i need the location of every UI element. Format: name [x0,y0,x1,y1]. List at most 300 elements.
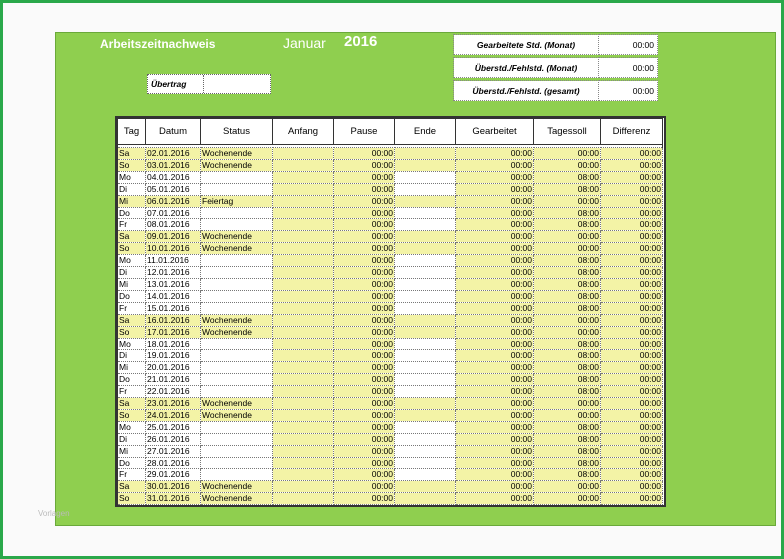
end-time-cell[interactable] [395,302,456,314]
end-time-cell[interactable] [395,374,456,386]
status-cell[interactable] [201,171,273,183]
target-cell: 00:00 [534,159,601,171]
day-cell: Sa [118,148,146,160]
day-cell: Di [118,267,146,279]
break-cell[interactable]: 00:00 [334,207,395,219]
end-time-cell[interactable] [395,171,456,183]
break-cell[interactable]: 00:00 [334,374,395,386]
status-cell[interactable] [201,302,273,314]
break-cell[interactable]: 00:00 [334,386,395,398]
day-cell: So [118,409,146,421]
end-time-cell[interactable] [395,469,456,481]
table-header-row [118,119,663,145]
table-row [118,278,663,290]
day-cell: Mi [118,278,146,290]
worked-cell: 00:00 [456,481,534,493]
col-header-status: Status [201,119,273,145]
worked-cell: 00:00 [456,338,534,350]
target-cell: 08:00 [534,362,601,374]
carry-over-box [147,74,271,94]
end-time-cell[interactable] [395,445,456,457]
worked-cell: 00:00 [456,278,534,290]
target-cell: 08:00 [534,171,601,183]
day-cell: Mo [118,255,146,267]
worked-cell: 00:00 [456,433,534,445]
start-time-cell[interactable] [273,195,334,207]
target-cell: 08:00 [534,183,601,195]
worked-cell: 00:00 [456,386,534,398]
target-cell: 08:00 [534,207,601,219]
table-row [118,314,663,326]
break-cell[interactable]: 00:00 [334,171,395,183]
table-row [118,445,663,457]
col-header-pause: Pause [334,119,395,145]
col-header-tagessoll: Tagessoll [534,119,601,145]
date-cell: 27.01.2016 [146,445,201,457]
target-cell: 00:00 [534,148,601,160]
difference-cell: 00:00 [601,469,663,481]
end-time-cell[interactable] [395,148,456,160]
status-cell[interactable] [201,457,273,469]
end-time-cell[interactable] [395,386,456,398]
table-row [118,469,663,481]
date-cell: 25.01.2016 [146,421,201,433]
difference-cell: 00:00 [601,398,663,410]
target-cell: 00:00 [534,314,601,326]
end-time-cell[interactable] [395,207,456,219]
status-cell[interactable] [201,433,273,445]
day-cell: Fr [118,302,146,314]
table-row [118,433,663,445]
difference-cell: 00:00 [601,409,663,421]
day-cell: Mi [118,445,146,457]
day-cell: Sa [118,314,146,326]
status-cell[interactable] [201,386,273,398]
difference-cell: 00:00 [601,278,663,290]
break-cell[interactable]: 00:00 [334,314,395,326]
worked-cell: 00:00 [456,374,534,386]
target-cell: 08:00 [534,278,601,290]
end-time-cell[interactable] [395,350,456,362]
end-time-cell[interactable] [395,183,456,195]
date-cell: 13.01.2016 [146,278,201,290]
table-row [118,231,663,243]
start-time-cell[interactable] [273,374,334,386]
target-cell: 08:00 [534,219,601,231]
summary-table [453,34,658,101]
timesheet-table-box [115,116,666,507]
difference-cell: 00:00 [601,195,663,207]
target-cell: 08:00 [534,445,601,457]
status-cell[interactable] [201,267,273,279]
day-cell: Di [118,350,146,362]
break-cell[interactable]: 00:00 [334,183,395,195]
end-time-cell[interactable] [395,433,456,445]
status-cell[interactable]: Wochenende [201,409,273,421]
difference-cell: 00:00 [601,386,663,398]
status-cell[interactable] [201,362,273,374]
end-time-cell[interactable] [395,159,456,171]
break-cell[interactable]: 00:00 [334,338,395,350]
break-cell[interactable]: 00:00 [334,362,395,374]
table-row [118,421,663,433]
difference-cell: 00:00 [601,231,663,243]
day-cell: Do [118,290,146,302]
status-cell[interactable]: Feiertag [201,195,273,207]
break-cell[interactable]: 00:00 [334,469,395,481]
difference-cell: 00:00 [601,290,663,302]
worked-cell: 00:00 [456,255,534,267]
summary-value-worked-month[interactable]: 00:00 [599,35,658,55]
break-cell[interactable]: 00:00 [334,421,395,433]
worked-cell: 00:00 [456,445,534,457]
difference-cell: 00:00 [601,314,663,326]
table-row [118,326,663,338]
difference-cell: 00:00 [601,255,663,267]
end-time-cell[interactable] [395,481,456,493]
worked-cell: 00:00 [456,159,534,171]
start-time-cell[interactable] [273,338,334,350]
day-cell: Do [118,374,146,386]
table-row [118,350,663,362]
end-time-cell[interactable] [395,255,456,267]
worked-cell: 00:00 [456,183,534,195]
start-time-cell[interactable] [273,362,334,374]
date-cell: 05.01.2016 [146,183,201,195]
table-row [118,183,663,195]
status-cell[interactable]: Wochenende [201,398,273,410]
day-cell: So [118,493,146,505]
status-cell[interactable] [201,183,273,195]
start-time-cell[interactable] [273,314,334,326]
status-cell[interactable] [201,350,273,362]
start-time-cell[interactable] [273,433,334,445]
start-time-cell[interactable] [273,386,334,398]
day-cell: Mi [118,362,146,374]
target-cell: 08:00 [534,350,601,362]
timesheet-body [118,145,663,505]
table-row [118,267,663,279]
break-cell[interactable]: 00:00 [334,255,395,267]
date-cell: 23.01.2016 [146,398,201,410]
status-cell[interactable]: Wochenende [201,493,273,505]
end-time-cell[interactable] [395,326,456,338]
target-cell: 08:00 [534,421,601,433]
start-time-cell[interactable] [273,457,334,469]
day-cell: Do [118,207,146,219]
break-cell[interactable]: 00:00 [334,231,395,243]
col-header-tag: Tag [118,119,146,145]
date-cell: 29.01.2016 [146,469,201,481]
worked-cell: 00:00 [456,314,534,326]
worked-cell: 00:00 [456,207,534,219]
end-time-cell[interactable] [395,398,456,410]
day-cell: Mo [118,421,146,433]
start-time-cell[interactable] [273,255,334,267]
worked-cell: 00:00 [456,398,534,410]
break-cell[interactable]: 00:00 [334,398,395,410]
start-time-cell[interactable] [273,290,334,302]
break-cell[interactable]: 00:00 [334,302,395,314]
target-cell: 08:00 [534,386,601,398]
day-cell: Fr [118,219,146,231]
difference-cell: 00:00 [601,183,663,195]
status-cell[interactable] [201,290,273,302]
target-cell: 00:00 [534,493,601,505]
status-cell[interactable] [201,207,273,219]
date-cell: 09.01.2016 [146,231,201,243]
difference-cell: 00:00 [601,243,663,255]
start-time-cell[interactable] [273,159,334,171]
date-cell: 22.01.2016 [146,386,201,398]
day-cell: So [118,243,146,255]
date-cell: 17.01.2016 [146,326,201,338]
break-cell[interactable]: 00:00 [334,457,395,469]
status-cell[interactable] [201,338,273,350]
worked-cell: 00:00 [456,409,534,421]
end-time-cell[interactable] [395,362,456,374]
table-row [118,362,663,374]
start-time-cell[interactable] [273,207,334,219]
difference-cell: 00:00 [601,207,663,219]
carry-over-label: Übertrag [148,75,204,93]
end-time-cell[interactable] [395,338,456,350]
year-label: 2016 [344,33,378,50]
day-cell: Fr [118,469,146,481]
table-row [118,219,663,231]
date-cell: 16.01.2016 [146,314,201,326]
end-time-cell[interactable] [395,409,456,421]
break-cell[interactable]: 00:00 [334,278,395,290]
difference-cell: 00:00 [601,421,663,433]
day-cell: Mo [118,171,146,183]
date-cell: 11.01.2016 [146,255,201,267]
sheet-title: Arbeitszeitnachweis [100,37,216,51]
target-cell: 08:00 [534,267,601,279]
status-cell[interactable]: Wochenende [201,481,273,493]
difference-cell: 00:00 [601,374,663,386]
table-row [118,338,663,350]
difference-cell: 00:00 [601,302,663,314]
table-row [118,255,663,267]
summary-label-worked-month: Gearbeitete Std. (Monat) [454,35,599,55]
month-label: Januar [283,35,326,51]
table-row [118,243,663,255]
date-cell: 31.01.2016 [146,493,201,505]
day-cell: Di [118,433,146,445]
start-time-cell[interactable] [273,481,334,493]
table-row [118,195,663,207]
difference-cell: 00:00 [601,326,663,338]
break-cell[interactable]: 00:00 [334,219,395,231]
date-cell: 02.01.2016 [146,148,201,160]
break-cell[interactable]: 00:00 [334,481,395,493]
status-cell[interactable] [201,445,273,457]
break-cell[interactable]: 00:00 [334,148,395,160]
break-cell[interactable]: 00:00 [334,326,395,338]
table-row [118,493,663,505]
worked-cell: 00:00 [456,362,534,374]
difference-cell: 00:00 [601,445,663,457]
end-time-cell[interactable] [395,267,456,279]
status-cell[interactable]: Wochenende [201,326,273,338]
break-cell[interactable]: 00:00 [334,433,395,445]
carry-over-value[interactable] [204,75,270,93]
watermark-text: Vorlagen [38,509,70,518]
table-row [118,290,663,302]
status-cell[interactable]: Wochenende [201,314,273,326]
status-cell[interactable]: Wochenende [201,159,273,171]
date-cell: 30.01.2016 [146,481,201,493]
col-header-differenz: Differenz [601,119,663,145]
end-time-cell[interactable] [395,231,456,243]
day-cell: Sa [118,481,146,493]
end-time-cell[interactable] [395,290,456,302]
table-row [118,171,663,183]
target-cell: 00:00 [534,398,601,410]
summary-value-overtime-total[interactable]: 00:00 [599,81,658,101]
start-time-cell[interactable] [273,493,334,505]
day-cell: Sa [118,231,146,243]
start-time-cell[interactable] [273,219,334,231]
status-cell[interactable] [201,278,273,290]
end-time-cell[interactable] [395,278,456,290]
start-time-cell[interactable] [273,148,334,160]
col-header-datum: Datum [146,119,201,145]
status-cell[interactable] [201,374,273,386]
worked-cell: 00:00 [456,302,534,314]
target-cell: 00:00 [534,326,601,338]
difference-cell: 00:00 [601,457,663,469]
date-cell: 08.01.2016 [146,219,201,231]
date-cell: 12.01.2016 [146,267,201,279]
start-time-cell[interactable] [273,409,334,421]
timesheet-table [117,118,663,505]
date-cell: 28.01.2016 [146,457,201,469]
start-time-cell[interactable] [273,350,334,362]
status-cell[interactable] [201,469,273,481]
target-cell: 08:00 [534,374,601,386]
start-time-cell[interactable] [273,445,334,457]
difference-cell: 00:00 [601,159,663,171]
difference-cell: 00:00 [601,481,663,493]
difference-cell: 00:00 [601,171,663,183]
end-time-cell[interactable] [395,243,456,255]
table-row [118,481,663,493]
worked-cell: 00:00 [456,469,534,481]
start-time-cell[interactable] [273,469,334,481]
difference-cell: 00:00 [601,148,663,160]
date-cell: 14.01.2016 [146,290,201,302]
break-cell[interactable]: 00:00 [334,445,395,457]
start-time-cell[interactable] [273,421,334,433]
end-time-cell[interactable] [395,421,456,433]
table-row [118,148,663,160]
table-row [118,386,663,398]
break-cell[interactable]: 00:00 [334,195,395,207]
target-cell: 08:00 [534,290,601,302]
break-cell[interactable]: 00:00 [334,243,395,255]
date-cell: 18.01.2016 [146,338,201,350]
end-time-cell[interactable] [395,493,456,505]
table-row [118,457,663,469]
break-cell[interactable]: 00:00 [334,159,395,171]
status-cell[interactable]: Wochenende [201,148,273,160]
difference-cell: 00:00 [601,433,663,445]
break-cell[interactable]: 00:00 [334,290,395,302]
worked-cell: 00:00 [456,350,534,362]
target-cell: 08:00 [534,469,601,481]
day-cell: Mo [118,338,146,350]
start-time-cell[interactable] [273,243,334,255]
status-cell[interactable] [201,219,273,231]
day-cell: Sa [118,398,146,410]
end-time-cell[interactable] [395,219,456,231]
worked-cell: 00:00 [456,243,534,255]
status-cell[interactable] [201,255,273,267]
target-cell: 08:00 [534,433,601,445]
worked-cell: 00:00 [456,148,534,160]
end-time-cell[interactable] [395,195,456,207]
status-cell[interactable]: Wochenende [201,243,273,255]
difference-cell: 00:00 [601,219,663,231]
worked-cell: 00:00 [456,326,534,338]
break-cell[interactable]: 00:00 [334,350,395,362]
table-row [118,374,663,386]
break-cell[interactable]: 00:00 [334,493,395,505]
break-cell[interactable]: 00:00 [334,409,395,421]
col-header-anfang: Anfang [273,119,334,145]
start-time-cell[interactable] [273,302,334,314]
table-row [118,398,663,410]
start-time-cell[interactable] [273,326,334,338]
day-cell: So [118,159,146,171]
target-cell: 00:00 [534,231,601,243]
status-cell[interactable] [201,421,273,433]
summary-value-overtime-month[interactable]: 00:00 [599,58,658,78]
end-time-cell[interactable] [395,314,456,326]
target-cell: 00:00 [534,195,601,207]
end-time-cell[interactable] [395,457,456,469]
target-cell: 08:00 [534,255,601,267]
date-cell: 06.01.2016 [146,195,201,207]
difference-cell: 00:00 [601,362,663,374]
date-cell: 26.01.2016 [146,433,201,445]
break-cell[interactable]: 00:00 [334,267,395,279]
start-time-cell[interactable] [273,267,334,279]
date-cell: 07.01.2016 [146,207,201,219]
target-cell: 08:00 [534,302,601,314]
start-time-cell[interactable] [273,398,334,410]
worked-cell: 00:00 [456,219,534,231]
col-header-gearbeitet: Gearbeitet [456,119,534,145]
worked-cell: 00:00 [456,171,534,183]
start-time-cell[interactable] [273,231,334,243]
day-cell: Do [118,457,146,469]
worked-cell: 00:00 [456,231,534,243]
day-cell: So [118,326,146,338]
worked-cell: 00:00 [456,493,534,505]
start-time-cell[interactable] [273,183,334,195]
status-cell[interactable]: Wochenende [201,231,273,243]
table-row [118,302,663,314]
table-row [118,159,663,171]
summary-label-overtime-month: Überstd./Fehlstd. (Monat) [454,58,599,78]
start-time-cell[interactable] [273,278,334,290]
date-cell: 10.01.2016 [146,243,201,255]
col-header-ende: Ende [395,119,456,145]
start-time-cell[interactable] [273,171,334,183]
